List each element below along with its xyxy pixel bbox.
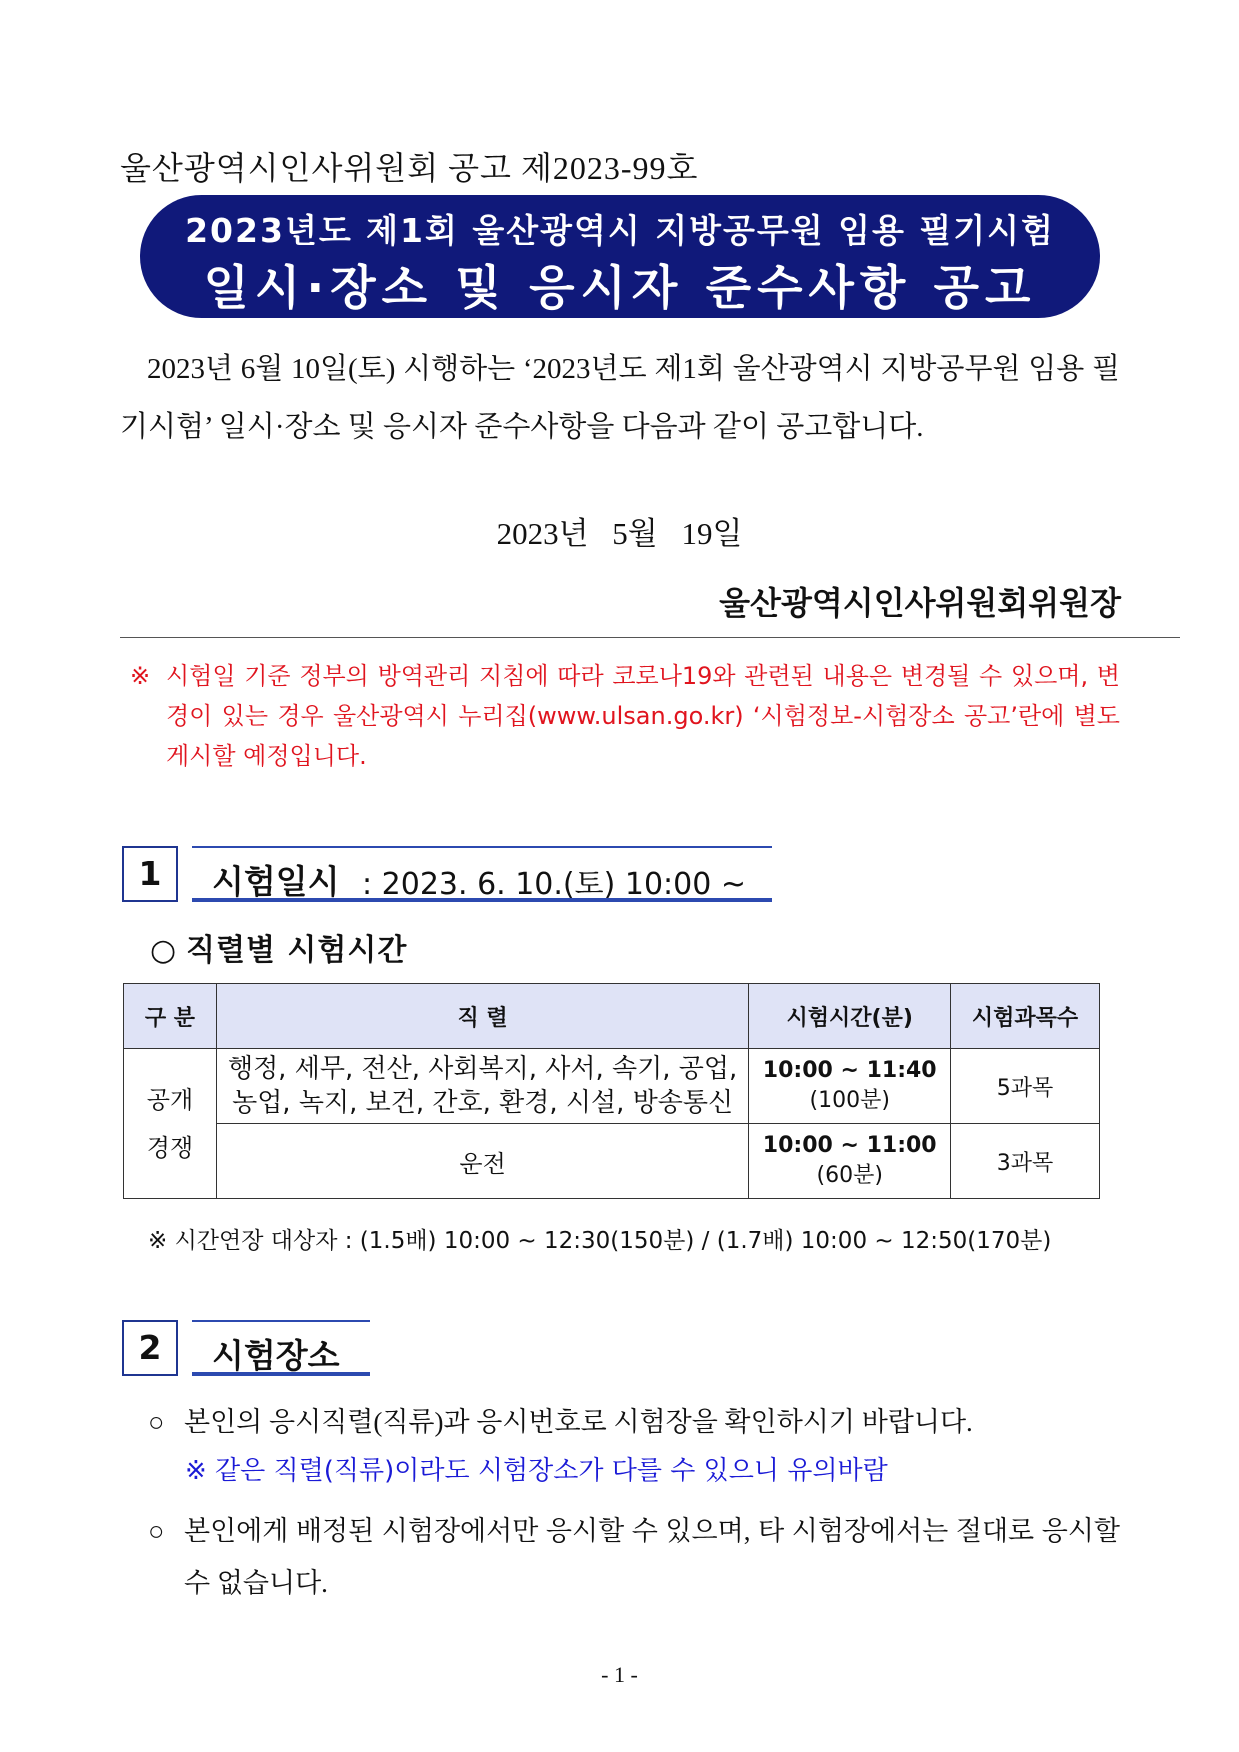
category-line-1: 공개 [146,1085,194,1114]
section-header-2 [192,1320,370,1376]
category-cell [124,1049,217,1199]
time-cell [749,1124,951,1199]
page-number: - 1 - [601,1662,638,1687]
exam-datetime: : 2023. 6. 10.(토) 10:00 ~ [362,867,746,902]
bullet-text: 본인의 응시직렬(직류)과 응시번호로 시험장을 확인하시기 바랍니다. [184,1407,973,1437]
section-number-2: 2 [122,1320,178,1376]
table-header-row [124,984,1100,1049]
notice-number: 울산광역시인사위원회 공고 제2023-99호 [120,150,699,186]
title-banner [140,195,1100,318]
table-header: 시험시간(분) [749,984,951,1049]
table-header: 직 렬 [216,984,748,1049]
exam-time: 10:00 ~ 11:00 [762,1133,937,1158]
warning-notice [130,656,1120,776]
issuer-name: 울산광역시인사위원회위원장 [719,584,1121,622]
section-title-1: 시험일시 [212,862,340,901]
duty-cell [216,1049,748,1124]
time-cell [749,1049,951,1124]
section-number-1: 1 [122,846,178,902]
duty-cell: 운전 [216,1124,748,1199]
circle-bullet-icon: ○ [150,933,178,968]
duty-line-2: 농업, 녹지, 보건, 간호, 환경, 시설, 방송통신 [232,1088,734,1118]
table-header: 시험과목수 [951,984,1100,1049]
section-title-2: 시험장소 [212,1336,340,1375]
subtitle-exam-time [150,925,407,969]
category-line-2: 경쟁 [146,1133,194,1162]
notice-date: 2023년 5월 19일 [496,516,743,551]
exam-minutes: (100분) [809,1088,890,1113]
circle-bullet-icon: ○ [148,1516,165,1546]
bullet-text: 본인에게 배정된 시험장에서만 응시할 수 있으며, 타 시험장에서는 절대로 응시할 수 없습니다. [184,1516,1120,1598]
duty-line-1: 행정, 세무, 전산, 사회복지, 사서, 속기, 공업, [227,1054,738,1084]
exam-minutes: (60분) [816,1163,883,1188]
bullet-item [148,1400,973,1439]
warning-text: 시험일 기준 정부의 방역관리 지침에 따라 코로나19와 관련된 내용은 변경될 수 있으며, 변경이 있는 경우 울산광역시 누리집(www.ulsan.go.kr) ‘시험정보-시험장소 공고’란에 별도 게시할 예정입니다. [166,662,1120,770]
circle-bullet-icon: ○ [148,1407,165,1437]
intro-paragraph: 2023년 6월 10일(토) 시행하는 ‘2023년도 제1회 울산광역시 지방공무원 임용 필기시험’ 일시·장소 및 응시자 준수사항을 다음과 같이 공고합니다. [120,353,1120,443]
table-row [124,1124,1100,1199]
exam-time: 10:00 ~ 11:40 [762,1058,937,1083]
title-line-1: 2023년도 제1회 울산광역시 지방공무원 임용 필기시험 [185,211,1055,250]
subjects-cell: 3과목 [951,1124,1100,1199]
subtitle-text: 직렬별 시험시간 [186,933,408,968]
bullet-item [148,1505,1120,1609]
subjects-cell: 5과목 [951,1049,1100,1124]
divider [120,637,1180,638]
section-header-1 [192,846,772,902]
extension-note: ※ 시간연장 대상자 : (1.5배) 10:00 ~ 12:30(150분) / (1.7배) 10:00 ~ 12:50(170분) [148,1228,1052,1254]
table-header: 구 분 [124,984,217,1049]
title-line-2: 일시·장소 및 응시자 준수사항 공고 [203,261,1037,316]
reference-mark-icon: ※ [130,662,151,690]
table-row [124,1049,1100,1124]
exam-schedule-table [123,983,1100,1199]
bullet-note: ※ 같은 직렬(직류)이라도 시험장소가 다를 수 있으니 유의바람 [185,1456,888,1486]
